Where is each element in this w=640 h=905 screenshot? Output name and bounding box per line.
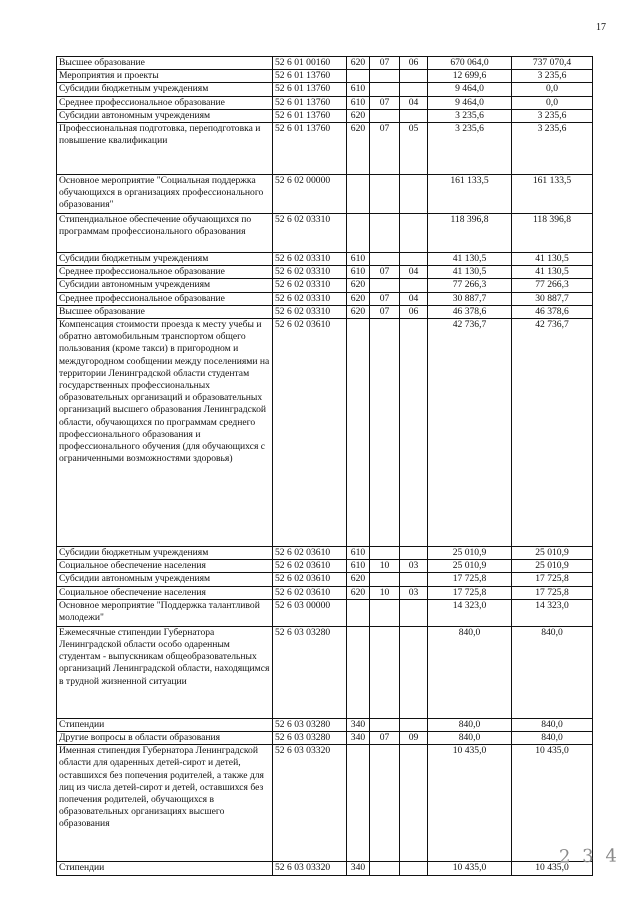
row-subsection-cell: 06 xyxy=(400,305,428,318)
row-amount-year2-cell: 840,0 xyxy=(512,718,593,731)
row-section-cell xyxy=(370,573,400,586)
row-code-cell: 52 6 03 03280 xyxy=(273,732,347,745)
table-row xyxy=(57,745,593,862)
row-amount-year2-cell: 30 887,7 xyxy=(512,292,593,305)
row-expense-group-cell xyxy=(347,214,370,253)
row-name-cell: Высшее образование xyxy=(57,57,273,70)
table-row xyxy=(57,626,593,718)
row-name-cell: Стипендии xyxy=(57,862,273,876)
row-subsection-cell: 09 xyxy=(400,732,428,745)
row-amount-year2-cell: 3 235,6 xyxy=(512,109,593,122)
table-row xyxy=(57,547,593,560)
row-amount-year2-cell: 3 235,6 xyxy=(512,123,593,175)
row-expense-group-cell: 620 xyxy=(347,586,370,599)
row-amount-year1-cell: 25 010,9 xyxy=(428,547,512,560)
row-amount-year2-cell: 0,0 xyxy=(512,96,593,109)
row-expense-group-cell: 610 xyxy=(347,96,370,109)
row-amount-year2-cell: 161 133,5 xyxy=(512,175,593,214)
row-code-cell: 52 6 02 03610 xyxy=(273,319,347,547)
row-section-cell: 07 xyxy=(370,57,400,70)
row-section-cell xyxy=(370,279,400,292)
row-name-cell: Мероприятия и проекты xyxy=(57,70,273,83)
row-amount-year1-cell: 161 133,5 xyxy=(428,175,512,214)
row-subsection-cell xyxy=(400,83,428,96)
row-expense-group-cell xyxy=(347,745,370,862)
row-section-cell xyxy=(370,214,400,253)
table-row xyxy=(57,109,593,122)
row-expense-group-cell: 620 xyxy=(347,57,370,70)
row-name-cell: Субсидии автономным учреждениям xyxy=(57,109,273,122)
row-name-cell: Среднее профессиональное образование xyxy=(57,292,273,305)
page-number: 17 xyxy=(596,22,606,33)
row-section-cell xyxy=(370,547,400,560)
row-section-cell xyxy=(370,745,400,862)
row-expense-group-cell: 340 xyxy=(347,862,370,876)
row-amount-year1-cell: 14 323,0 xyxy=(428,599,512,626)
row-amount-year1-cell: 10 435,0 xyxy=(428,862,512,876)
row-section-cell: 07 xyxy=(370,292,400,305)
row-expense-group-cell: 620 xyxy=(347,305,370,318)
row-subsection-cell: 03 xyxy=(400,560,428,573)
row-code-cell: 52 6 01 13760 xyxy=(273,83,347,96)
table-row xyxy=(57,732,593,745)
row-expense-group-cell: 620 xyxy=(347,292,370,305)
row-section-cell: 07 xyxy=(370,266,400,279)
row-expense-group-cell: 620 xyxy=(347,573,370,586)
row-section-cell xyxy=(370,175,400,214)
table-row xyxy=(57,718,593,731)
row-section-cell: 07 xyxy=(370,96,400,109)
row-amount-year1-cell: 670 064,0 xyxy=(428,57,512,70)
row-expense-group-cell xyxy=(347,70,370,83)
row-section-cell xyxy=(370,626,400,718)
table-row xyxy=(57,305,593,318)
row-amount-year1-cell: 9 464,0 xyxy=(428,96,512,109)
row-code-cell: 52 6 02 03310 xyxy=(273,279,347,292)
table-row xyxy=(57,214,593,253)
row-amount-year1-cell: 17 725,8 xyxy=(428,586,512,599)
row-subsection-cell xyxy=(400,175,428,214)
row-amount-year2-cell: 840,0 xyxy=(512,732,593,745)
row-expense-group-cell: 620 xyxy=(347,123,370,175)
row-amount-year2-cell: 840,0 xyxy=(512,626,593,718)
row-name-cell: Высшее образование xyxy=(57,305,273,318)
row-code-cell: 52 6 02 03310 xyxy=(273,266,347,279)
row-subsection-cell: 04 xyxy=(400,266,428,279)
row-section-cell: 07 xyxy=(370,305,400,318)
row-amount-year2-cell: 0,0 xyxy=(512,83,593,96)
row-expense-group-cell xyxy=(347,319,370,547)
row-section-cell xyxy=(370,718,400,731)
row-subsection-cell xyxy=(400,70,428,83)
row-subsection-cell: 04 xyxy=(400,292,428,305)
row-code-cell: 52 6 03 00000 xyxy=(273,599,347,626)
row-amount-year1-cell: 840,0 xyxy=(428,626,512,718)
row-expense-group-cell: 610 xyxy=(347,547,370,560)
table-row xyxy=(57,573,593,586)
row-expense-group-cell xyxy=(347,599,370,626)
table-row xyxy=(57,586,593,599)
row-amount-year2-cell: 10 435,0 xyxy=(512,745,593,862)
row-section-cell: 10 xyxy=(370,586,400,599)
row-subsection-cell xyxy=(400,573,428,586)
row-name-cell: Среднее профессиональное образование xyxy=(57,266,273,279)
row-code-cell: 52 6 01 13760 xyxy=(273,70,347,83)
row-section-cell xyxy=(370,862,400,876)
row-amount-year1-cell: 25 010,9 xyxy=(428,560,512,573)
row-subsection-cell xyxy=(400,214,428,253)
row-expense-group-cell: 610 xyxy=(347,83,370,96)
row-amount-year2-cell: 10 435,0 xyxy=(512,862,593,876)
row-code-cell: 52 6 02 03610 xyxy=(273,560,347,573)
table-row xyxy=(57,862,593,876)
row-subsection-cell xyxy=(400,599,428,626)
row-subsection-cell xyxy=(400,109,428,122)
table-row xyxy=(57,123,593,175)
row-name-cell: Социальное обеспечение населения xyxy=(57,586,273,599)
row-name-cell: Стипендии xyxy=(57,718,273,731)
table-row xyxy=(57,70,593,83)
row-amount-year1-cell: 840,0 xyxy=(428,718,512,731)
row-code-cell: 52 6 02 03610 xyxy=(273,586,347,599)
row-subsection-cell xyxy=(400,253,428,266)
row-amount-year1-cell: 3 235,6 xyxy=(428,123,512,175)
table-row xyxy=(57,279,593,292)
row-name-cell: Субсидии автономным учреждениям xyxy=(57,279,273,292)
row-name-cell: Основное мероприятие "Поддержка талантливой молодежи" xyxy=(57,599,273,626)
row-amount-year2-cell: 77 266,3 xyxy=(512,279,593,292)
row-name-cell: Субсидии бюджетным учреждениям xyxy=(57,83,273,96)
row-code-cell: 52 6 02 03310 xyxy=(273,214,347,253)
row-subsection-cell xyxy=(400,279,428,292)
row-code-cell: 52 6 02 03310 xyxy=(273,253,347,266)
row-amount-year2-cell: 14 323,0 xyxy=(512,599,593,626)
row-subsection-cell: 03 xyxy=(400,586,428,599)
row-name-cell: Профессиональная подготовка, переподготовка и повышение квалификации xyxy=(57,123,273,175)
table-row xyxy=(57,560,593,573)
row-name-cell: Субсидии бюджетным учреждениям xyxy=(57,253,273,266)
row-amount-year1-cell: 30 887,7 xyxy=(428,292,512,305)
row-section-cell xyxy=(370,253,400,266)
row-expense-group-cell: 340 xyxy=(347,718,370,731)
row-name-cell: Основное мероприятие "Социальная поддержка обучающихся в организациях профессионального образования" xyxy=(57,175,273,214)
row-code-cell: 52 6 01 13760 xyxy=(273,109,347,122)
row-expense-group-cell: 610 xyxy=(347,253,370,266)
row-section-cell xyxy=(370,319,400,547)
row-amount-year2-cell: 118 396,8 xyxy=(512,214,593,253)
table-row xyxy=(57,83,593,96)
row-code-cell: 52 6 03 03280 xyxy=(273,718,347,731)
row-subsection-cell xyxy=(400,319,428,547)
row-amount-year2-cell: 17 725,8 xyxy=(512,586,593,599)
row-name-cell: Субсидии автономным учреждениям xyxy=(57,573,273,586)
row-section-cell xyxy=(370,599,400,626)
row-name-cell: Социальное обеспечение населения xyxy=(57,560,273,573)
row-code-cell: 52 6 01 00160 xyxy=(273,57,347,70)
row-amount-year2-cell: 17 725,8 xyxy=(512,573,593,586)
row-amount-year2-cell: 25 010,9 xyxy=(512,547,593,560)
table-row xyxy=(57,175,593,214)
row-section-cell: 10 xyxy=(370,560,400,573)
row-amount-year1-cell: 12 699,6 xyxy=(428,70,512,83)
row-subsection-cell xyxy=(400,718,428,731)
row-amount-year1-cell: 9 464,0 xyxy=(428,83,512,96)
budget-table xyxy=(56,56,593,876)
row-expense-group-cell: 610 xyxy=(347,560,370,573)
row-subsection-cell xyxy=(400,547,428,560)
row-code-cell: 52 6 01 13760 xyxy=(273,96,347,109)
row-name-cell: Стипендиальное обеспечение обучающихся по программам профессионального образования xyxy=(57,214,273,253)
table-row xyxy=(57,599,593,626)
row-expense-group-cell: 620 xyxy=(347,279,370,292)
row-amount-year2-cell: 737 070,4 xyxy=(512,57,593,70)
table-row xyxy=(57,57,593,70)
row-section-cell: 07 xyxy=(370,123,400,175)
row-code-cell: 52 6 02 03310 xyxy=(273,305,347,318)
row-amount-year2-cell: 42 736,7 xyxy=(512,319,593,547)
row-amount-year2-cell: 41 130,5 xyxy=(512,266,593,279)
row-amount-year2-cell: 3 235,6 xyxy=(512,70,593,83)
row-amount-year1-cell: 46 378,6 xyxy=(428,305,512,318)
row-expense-group-cell: 610 xyxy=(347,266,370,279)
row-section-cell xyxy=(370,83,400,96)
row-subsection-cell xyxy=(400,862,428,876)
row-amount-year1-cell: 17 725,8 xyxy=(428,573,512,586)
row-amount-year1-cell: 77 266,3 xyxy=(428,279,512,292)
row-code-cell: 52 6 03 03280 xyxy=(273,626,347,718)
table-row xyxy=(57,253,593,266)
row-amount-year1-cell: 3 235,6 xyxy=(428,109,512,122)
row-name-cell: Среднее профессиональное образование xyxy=(57,96,273,109)
table-row xyxy=(57,292,593,305)
row-subsection-cell xyxy=(400,745,428,862)
table-row xyxy=(57,96,593,109)
row-expense-group-cell: 620 xyxy=(347,109,370,122)
row-expense-group-cell: 340 xyxy=(347,732,370,745)
row-subsection-cell: 05 xyxy=(400,123,428,175)
row-section-cell xyxy=(370,70,400,83)
row-name-cell: Именная стипендия Губернатора Ленинградской области для одаренных детей-сирот и детей, оставшихся без попечения родителей, а также для лиц из числа детей-сирот и детей, оставшихся без попечения родителей, обучающихся в образовательных организациях высшего образования xyxy=(57,745,273,862)
row-code-cell: 52 6 01 13760 xyxy=(273,123,347,175)
row-code-cell: 52 6 03 03320 xyxy=(273,745,347,862)
row-amount-year1-cell: 118 396,8 xyxy=(428,214,512,253)
row-name-cell: Компенсация стоимости проезда к месту учебы и обратно автомобильным транспортом общего пользования (кроме такси) в пригородном и междугородном сообщении между поселениями на территории Ленинградской области студентам государственных профессиональных образовательных организаций и образовательных организаций высшего образования Ленинградской области, обучающихся по программам среднего профессионального образования и профессионального обучения (для обучающихся с ограниченными возможностями здоровья) xyxy=(57,319,273,547)
row-code-cell: 52 6 03 03320 xyxy=(273,862,347,876)
row-subsection-cell xyxy=(400,626,428,718)
row-subsection-cell: 04 xyxy=(400,96,428,109)
row-name-cell: Субсидии бюджетным учреждениям xyxy=(57,547,273,560)
row-section-cell: 07 xyxy=(370,732,400,745)
row-name-cell: Ежемесячные стипендии Губернатора Ленинградской области особо одаренным студентам - выпускникам общеобразовательных организаций Ленинградской области, находящимся в трудной жизненной ситуации xyxy=(57,626,273,718)
row-expense-group-cell xyxy=(347,175,370,214)
row-section-cell xyxy=(370,109,400,122)
row-amount-year2-cell: 41 130,5 xyxy=(512,253,593,266)
archive-stamp: 2 3 4 xyxy=(558,845,620,868)
row-name-cell: Другие вопросы в области образования xyxy=(57,732,273,745)
row-expense-group-cell xyxy=(347,626,370,718)
row-amount-year1-cell: 41 130,5 xyxy=(428,253,512,266)
table-row xyxy=(57,266,593,279)
row-code-cell: 52 6 02 00000 xyxy=(273,175,347,214)
row-amount-year2-cell: 46 378,6 xyxy=(512,305,593,318)
row-code-cell: 52 6 02 03610 xyxy=(273,547,347,560)
row-subsection-cell: 06 xyxy=(400,57,428,70)
budget-table-body xyxy=(57,57,593,876)
row-amount-year1-cell: 41 130,5 xyxy=(428,266,512,279)
table-row xyxy=(57,319,593,547)
row-code-cell: 52 6 02 03610 xyxy=(273,573,347,586)
row-amount-year2-cell: 25 010,9 xyxy=(512,560,593,573)
row-amount-year1-cell: 10 435,0 xyxy=(428,745,512,862)
row-amount-year1-cell: 42 736,7 xyxy=(428,319,512,547)
row-amount-year1-cell: 840,0 xyxy=(428,732,512,745)
row-code-cell: 52 6 02 03310 xyxy=(273,292,347,305)
